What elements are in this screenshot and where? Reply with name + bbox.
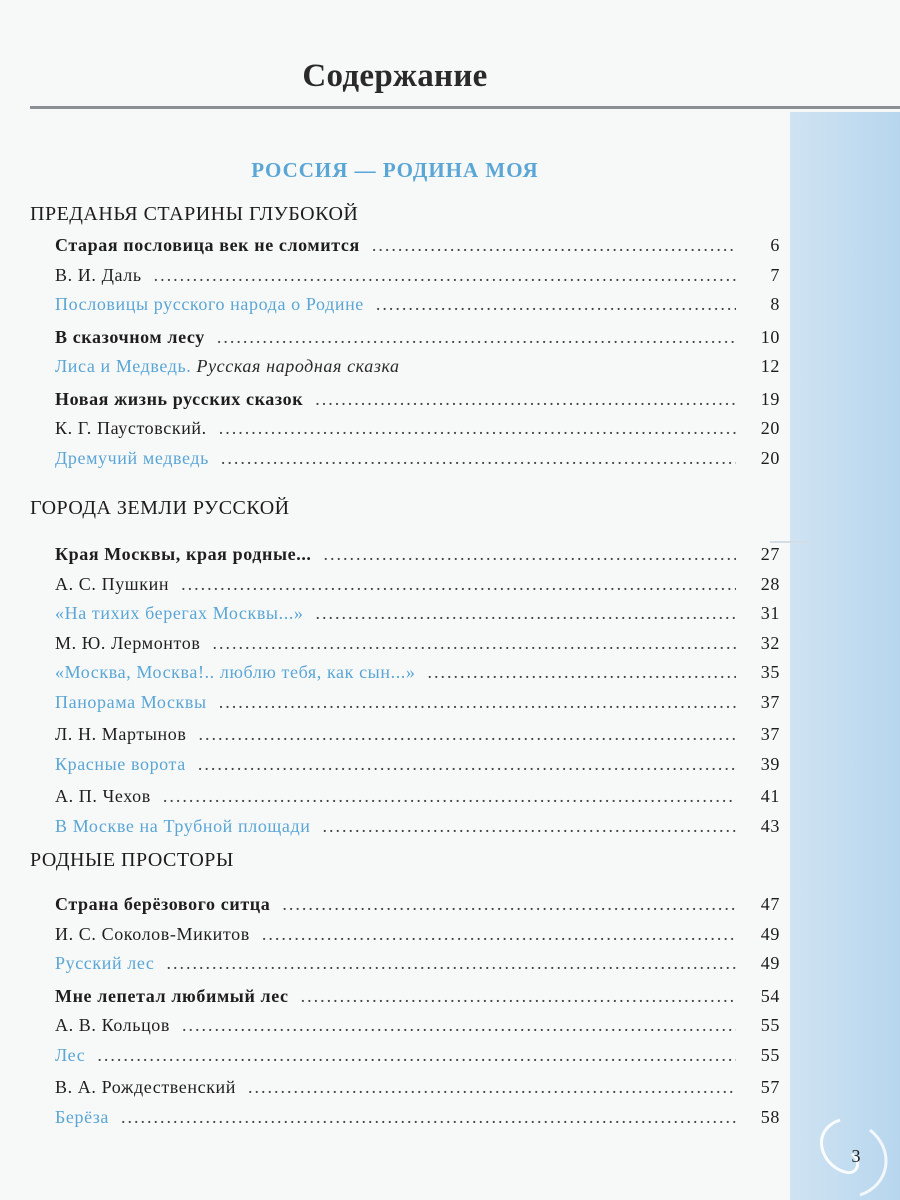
entry-page: 37 xyxy=(760,691,780,712)
toc-entry[interactable] xyxy=(55,414,780,444)
leader-dots xyxy=(301,982,736,1012)
title-divider xyxy=(30,106,900,109)
entry-page: 55 xyxy=(760,1015,780,1035)
leader-dots xyxy=(182,1011,736,1041)
entry-label: Л. Н. Мартынов xyxy=(55,724,187,744)
entry-label: М. Ю. Лермонтов xyxy=(55,632,201,653)
side-color-strip xyxy=(790,112,900,1200)
leader-dots xyxy=(372,231,736,261)
entry-page: 10 xyxy=(760,326,780,347)
entry-page: 7 xyxy=(770,264,780,285)
leader-dots xyxy=(212,629,736,659)
entry-page: 49 xyxy=(760,923,780,944)
leader-dots xyxy=(167,949,736,979)
toc-entry[interactable] xyxy=(55,982,780,1012)
entry-page: 41 xyxy=(760,786,780,806)
entry-page: 32 xyxy=(760,632,780,653)
entry-page: 58 xyxy=(760,1106,780,1127)
leader-dots xyxy=(428,658,736,688)
leader-dots xyxy=(154,261,736,291)
leader-dots xyxy=(322,812,736,842)
leader-dots xyxy=(221,444,736,474)
leader-dots xyxy=(97,1041,736,1071)
leader-dots xyxy=(163,782,736,812)
toc-entry[interactable] xyxy=(55,261,780,291)
entry-label: Лес xyxy=(55,1044,86,1065)
entry-page: 37 xyxy=(760,724,780,744)
entry-page: 55 xyxy=(760,1044,780,1065)
entry-label: Русский лес xyxy=(55,953,155,973)
entry-title: Лиса и Медведь. xyxy=(55,356,192,376)
toc-entry[interactable] xyxy=(55,570,780,600)
part-heading: РОССИЯ — РОДИНА МОЯ xyxy=(251,158,539,182)
entry-label: Края Москвы, края родные... xyxy=(55,544,312,564)
section-title: ПРЕДАНЬЯ СТАРИНЫ ГЛУБОКОЙ xyxy=(30,203,359,225)
toc-entry[interactable] xyxy=(55,890,780,920)
leader-dots xyxy=(181,570,736,600)
entry-page: 28 xyxy=(760,573,780,594)
leader-dots xyxy=(219,688,736,718)
entry-label: Берёза xyxy=(55,1106,110,1127)
toc-entry[interactable] xyxy=(55,1103,780,1133)
toc-entry[interactable] xyxy=(55,1073,780,1103)
toc-entry[interactable] xyxy=(55,444,780,474)
leader-dots xyxy=(316,599,736,629)
entry-label: А. П. Чехов xyxy=(55,786,151,806)
toc-entry[interactable] xyxy=(55,720,780,750)
entry-page: 8 xyxy=(770,294,780,314)
entry-label: В. И. Даль xyxy=(55,264,142,285)
entry-label: Пословицы русского народа о Родине xyxy=(55,294,364,314)
entry-label: А. В. Кольцов xyxy=(55,1015,171,1035)
toc-entry[interactable] xyxy=(55,323,780,353)
entry-page: 20 xyxy=(760,418,780,438)
entry-page: 35 xyxy=(760,662,780,682)
entry-label: «Москва, Москва!.. люблю тебя, как сын...» xyxy=(55,662,416,682)
leader-dots xyxy=(376,290,736,320)
leader-dots xyxy=(248,1073,736,1103)
entry-label: Красные ворота xyxy=(55,753,186,774)
toc-entry[interactable] xyxy=(55,782,780,812)
entry-page: 43 xyxy=(760,815,780,836)
entry-label: И. С. Соколов-Микитов xyxy=(55,923,250,944)
entry-page: 57 xyxy=(760,1077,780,1097)
entry-page: 19 xyxy=(760,388,780,409)
toc-section-1 xyxy=(30,200,780,473)
toc-entry[interactable] xyxy=(55,1011,780,1041)
leader-dots xyxy=(282,890,736,920)
entry-label: А. С. Пушкин xyxy=(55,573,170,594)
toc-section-3 xyxy=(30,846,780,1132)
toc-entry[interactable] xyxy=(55,231,780,261)
entry-label: В сказочном лесу xyxy=(55,326,205,347)
entry-page: 49 xyxy=(760,953,780,973)
entry-page: 54 xyxy=(760,985,780,1006)
leader-dots xyxy=(198,720,736,750)
entry-label xyxy=(55,352,400,382)
entry-label: Новая жизнь русских сказок xyxy=(55,388,304,409)
toc-entry[interactable] xyxy=(55,540,780,570)
entry-page: 6 xyxy=(770,235,780,255)
entry-label: Старая пословица век не сломится xyxy=(55,235,360,255)
leader-dots xyxy=(121,1103,736,1133)
leader-dots xyxy=(324,540,736,570)
entry-page: 31 xyxy=(760,603,780,623)
entry-label: Дремучий медведь xyxy=(55,447,209,468)
entry-label: «На тихих берегах Москвы...» xyxy=(55,603,304,623)
entry-label: В. А. Рождественский xyxy=(55,1077,237,1097)
toc-entry[interactable] xyxy=(55,658,780,688)
leader-dots xyxy=(198,750,736,780)
section-title: РОДНЫЕ ПРОСТОРЫ xyxy=(30,849,234,871)
page-number: 3 xyxy=(851,1146,861,1166)
entry-label: К. Г. Паустовский. xyxy=(55,418,207,438)
toc-entry[interactable] xyxy=(55,599,780,629)
entry-page: 39 xyxy=(760,753,780,774)
toc-entry[interactable] xyxy=(55,629,780,659)
leader-dots xyxy=(217,323,736,353)
toc-entry[interactable] xyxy=(55,688,780,718)
leader-dots xyxy=(315,385,736,415)
toc-entry[interactable] xyxy=(55,1041,780,1071)
entry-label: Панорама Москвы xyxy=(55,691,207,712)
toc-entry[interactable] xyxy=(55,949,780,979)
leader-dots xyxy=(219,414,736,444)
toc-entry[interactable] xyxy=(55,750,780,780)
entry-page: 47 xyxy=(760,894,780,914)
leader-dots xyxy=(262,920,736,950)
entry-genre: Русская народная сказка xyxy=(196,356,400,376)
toc-entry[interactable] xyxy=(55,385,780,415)
toc-section-2 xyxy=(30,494,780,841)
entry-label: В Москве на Трубной площади xyxy=(55,815,311,836)
toc-entry[interactable] xyxy=(55,920,780,950)
toc-entry[interactable] xyxy=(55,812,780,842)
entry-page: 12 xyxy=(760,356,780,376)
toc-entry[interactable] xyxy=(55,352,780,382)
entry-page: 20 xyxy=(760,447,780,468)
entry-label: Страна берёзового ситца xyxy=(55,894,271,914)
entry-label: Мне лепетал любимый лес xyxy=(55,985,289,1006)
page-title: Содержание xyxy=(302,58,488,94)
section-title: ГОРОДА ЗЕМЛИ РУССКОЙ xyxy=(30,497,290,519)
toc-entry[interactable] xyxy=(55,290,780,320)
entry-page: 27 xyxy=(760,544,780,564)
